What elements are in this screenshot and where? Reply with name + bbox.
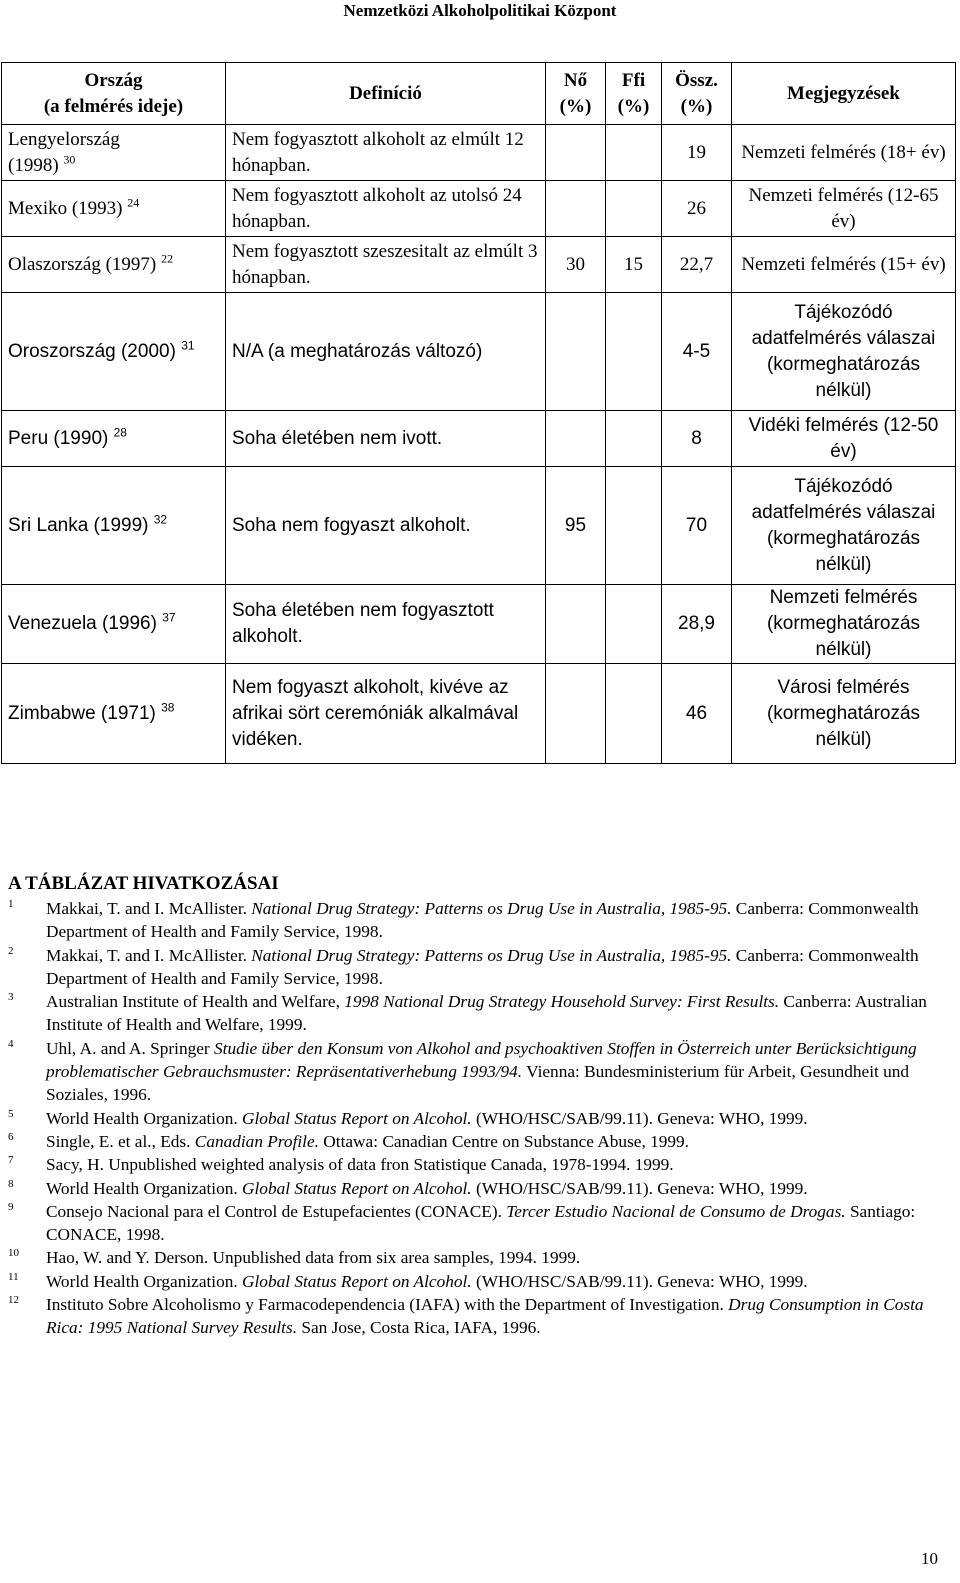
cell-total: 26	[662, 181, 732, 237]
running-header: Nemzetközi Alkoholpolitikai Központ	[343, 1, 617, 20]
cell-notes: Városi felmérés (kormeghatározás nélkül)	[732, 664, 956, 764]
reference-number: 2	[8, 944, 14, 957]
cell-definition: Nem fogyaszt alkoholt, kivéve az afrikai sört ceremóniák alkalmával vidéken.	[226, 664, 546, 764]
reference-superscript: 28	[113, 425, 127, 440]
col-header-female: Nő (%)	[546, 63, 606, 125]
cell-total: 22,7	[662, 237, 732, 293]
table-header-row	[2, 63, 956, 125]
cell-definition: Soha nem fogyaszt alkoholt.	[226, 467, 546, 585]
cell-country: Oroszország (2000) $^{31}$	[2, 293, 226, 411]
reference-superscript: 32	[153, 512, 168, 527]
reference-superscript: 22	[161, 251, 174, 266]
reference-item: 5 World Health Organization. Global Status Report on Alcohol. (WHO/HSC/SAB/99.11). Geneva: WHO, 1999.	[8, 1107, 808, 1128]
references-title: A TÁBLÁZAT HIVATKOZÁSAI	[8, 873, 279, 894]
cell-male	[606, 664, 662, 764]
table-row	[2, 237, 956, 293]
reference-superscript: 37	[162, 610, 176, 625]
cell-female	[546, 411, 606, 467]
cell-male	[606, 125, 662, 181]
cell-definition: N/A (a meghatározás változó)	[226, 293, 546, 411]
reference-number: 1	[8, 898, 14, 910]
cell-notes: Tájékozódó adatfelmérés válaszai (kormeghatározás nélkül)	[732, 467, 956, 585]
reference-item: 8 World Health Organization. Global Status Report on Alcohol. (WHO/HSC/SAB/99.11). Geneva: WHO, 1999.	[8, 1177, 808, 1198]
reference-number: 6	[8, 1130, 14, 1143]
reference-item: 9 Consejo Nacional para el Control de Estupefacientes (CONACE). Tercer Estudio Nacional de Consumo de Drogas. Santiago: CONACE, 1998.	[8, 1200, 916, 1245]
cell-female	[546, 293, 606, 411]
reference-item: 4 Uhl, A. and A. Springer Studie über den Konsum von Alkohol and psychoaktiven Stoffen in Österreich unter Berücksichtigung problematischer Gebrauchsmuster: Repräsentativerhebung 1993/94. Vienna: Bundesministerium für Arbeit, Gesundheit und Soziales, 1996.	[8, 1037, 917, 1105]
cell-country: Sri Lanka (1999) $^{32}$	[2, 467, 226, 585]
references-section	[8, 873, 948, 1340]
col-header-country: Ország (a felmérés ideje)	[2, 63, 226, 125]
cell-notes: Nemzeti felmérés (18+ év)	[732, 125, 956, 181]
cell-definition: Nem fogyasztott szeszesitalt az elmúlt 3 hónapban.	[226, 237, 546, 293]
reference-item: 10 Hao, W. and Y. Derson. Unpublished data from six area samples, 1994. 1999.	[8, 1247, 581, 1268]
cell-total: 46	[662, 664, 732, 764]
reference-item: 2 Makkai, T. and I. McAllister. National Drug Strategy: Patterns os Drug Use in Australia, 1985-95. Canberra: Commonwealth Department of Health and Family Service, 1998.	[8, 944, 919, 988]
reference-superscript: 30	[63, 152, 76, 167]
cell-definition: Soha életében nem fogyasztott alkoholt.	[226, 585, 546, 664]
reference-superscript: 31	[181, 338, 195, 353]
reference-number: 8	[8, 1177, 14, 1190]
cell-country: Venezuela (1996) $^{37}$	[2, 585, 226, 664]
cell-country: Olaszország (1997) $^{22}$	[2, 237, 226, 293]
table-row	[2, 411, 956, 467]
cell-total: 4-5	[662, 293, 732, 411]
cell-country: Lengyelország (1998) $^{30}$	[2, 125, 226, 181]
reference-superscript: 38	[161, 700, 175, 715]
col-header-notes: Megjegyzések	[732, 63, 956, 125]
cell-notes: Tájékozódó adatfelmérés válaszai (kormeghatározás nélkül)	[732, 293, 956, 411]
page-number: 10	[921, 1549, 938, 1568]
table-row	[2, 585, 956, 664]
cell-total: 28,9	[662, 585, 732, 664]
reference-item: 3 Australian Institute of Health and Welfare, 1998 National Drug Strategy Household Survey: First Results. Canberra: Australian Institute of Health and Welfare, 1999.	[8, 991, 927, 1035]
reference-number: 4	[8, 1037, 14, 1050]
reference-number: 9	[8, 1200, 14, 1213]
table-row	[2, 181, 956, 237]
cell-female	[546, 585, 606, 664]
table-row	[2, 293, 956, 411]
cell-male	[606, 467, 662, 585]
reference-number: 5	[8, 1107, 14, 1120]
cell-female	[546, 664, 606, 764]
cell-notes: Vidéki felmérés (12-50 év)	[732, 411, 956, 467]
cell-male	[606, 411, 662, 467]
reference-number: 3	[8, 991, 14, 1004]
reference-number: 10	[8, 1247, 19, 1260]
cell-definition: Nem fogyasztott alkoholt az elmúlt 12 hónapban.	[226, 125, 546, 181]
cell-male	[606, 293, 662, 411]
reference-superscript: 24	[127, 195, 140, 210]
col-header-male: Ffi (%)	[606, 63, 662, 125]
cell-country: Mexiko (1993) $^{24}$	[2, 181, 226, 237]
cell-female: 30	[546, 237, 606, 293]
cell-total: 19	[662, 125, 732, 181]
cell-female: 95	[546, 467, 606, 585]
table-row	[2, 125, 956, 181]
cell-definition: Soha életében nem ivott.	[226, 411, 546, 467]
reference-item: 11 World Health Organization. Global Status Report on Alcohol. (WHO/HSC/SAB/99.11). Geneva: WHO, 1999.	[8, 1270, 808, 1291]
cell-definition: Nem fogyasztott alkoholt az utolsó 24 hónapban.	[226, 181, 546, 237]
cell-male	[606, 585, 662, 664]
cell-notes: Nemzeti felmérés (kormeghatározás nélkül)	[732, 585, 956, 664]
cell-total: 8	[662, 411, 732, 467]
cell-male: 15	[606, 237, 662, 293]
cell-male	[606, 181, 662, 237]
abstinence-table	[1, 62, 956, 764]
table-row	[2, 664, 956, 764]
cell-female	[546, 125, 606, 181]
cell-female	[546, 181, 606, 237]
table-row	[2, 467, 956, 585]
cell-country: Zimbabwe (1971) $^{38}$	[2, 664, 226, 764]
cell-notes: Nemzeti felmérés (12-65 év)	[732, 181, 956, 237]
reference-item: 6 Single, E. et al., Eds. Canadian Profile. Ottawa: Canadian Centre on Substance Abuse, 1999.	[8, 1130, 689, 1151]
reference-item: 12 Instituto Sobre Alcoholismo y Farmacodependencia (IAFA) with the Department of Investigation. Drug Consumption in Costa Rica: 1995 National Survey Results. San Jose, Costa Rica, IAFA, 1996.	[8, 1294, 924, 1338]
cell-total: 70	[662, 467, 732, 585]
reference-item: 1 Makkai, T. and I. McAllister. National Drug Strategy: Patterns os Drug Use in Australia, 1985-95. Canberra: Commonwealth Department of Health and Family Service, 1998.	[8, 898, 919, 942]
cell-country: Peru (1990) $^{28}$	[2, 411, 226, 467]
reference-number: 12	[8, 1294, 19, 1307]
col-header-total: Össz. (%)	[662, 63, 732, 125]
reference-number: 7	[8, 1154, 14, 1167]
reference-item: 7 Sacy, H. Unpublished weighted analysis of data fron Statistique Canada, 1978-1994. 1999.	[8, 1154, 674, 1175]
reference-number: 11	[8, 1270, 19, 1283]
col-header-definition: Definíció	[226, 63, 546, 125]
cell-notes: Nemzeti felmérés (15+ év)	[732, 237, 956, 293]
